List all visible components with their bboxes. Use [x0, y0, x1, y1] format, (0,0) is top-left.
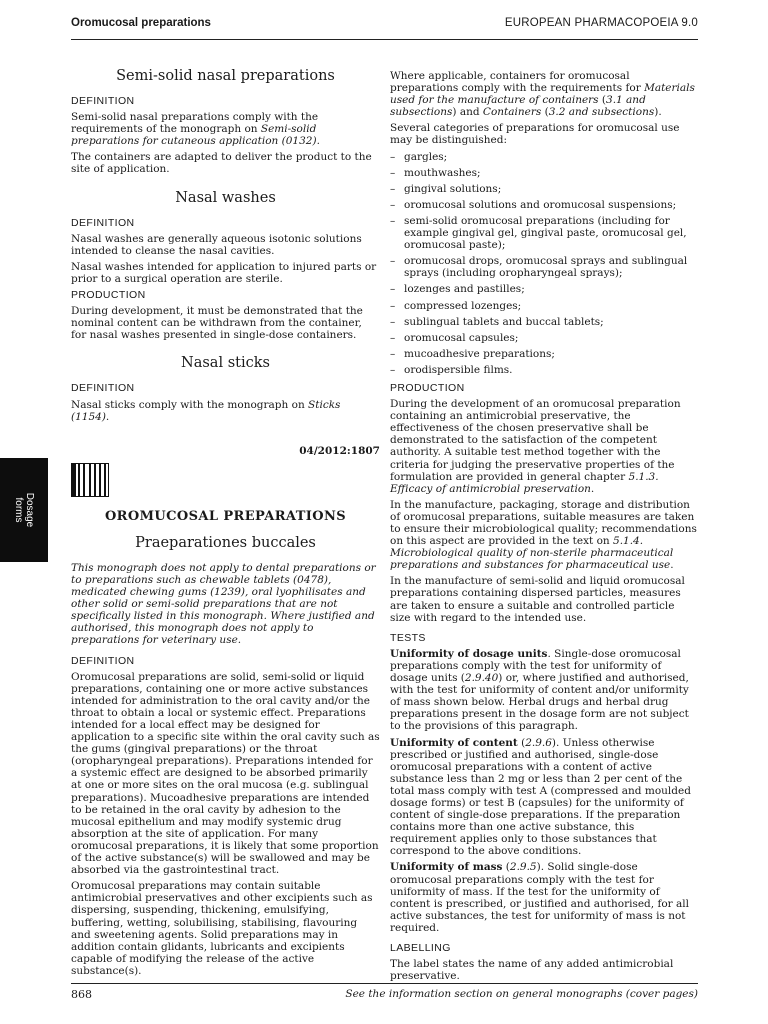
definition-label: DEFINITION — [71, 382, 135, 395]
cross-reference: Semi-solid preparations for cutaneous application (0132) — [71, 123, 317, 148]
paragraph: Nasal washes are generally aqueous isotonic solutions intended to cleanse the nasal cavities. — [71, 232, 362, 257]
list-item: – gargles; — [390, 151, 698, 163]
page-number: 868 — [71, 988, 92, 1001]
cross-reference: 2.9.6 — [525, 736, 552, 749]
cross-reference: 5.1.3. Efficacy of antimicrobial preservation — [390, 470, 659, 495]
paragraph: In the manufacture of semi-solid and liquid oromucosal preparations containing dispersed particles, measures are taken to ensure a suitable and controlled particle size with regard to the intended use. — [390, 575, 685, 624]
cross-reference: 2.9.5 — [509, 861, 537, 874]
cross-reference: Containers — [482, 106, 542, 119]
production-label: PRODUCTION — [390, 381, 465, 394]
monograph-code-row — [71, 445, 380, 457]
footer-rule — [71, 983, 698, 984]
running-header-publication: EUROPEAN PHARMACOPOEIA 9.0 — [504, 17, 698, 29]
side-thumb-tab-line2: forms — [13, 497, 24, 523]
list-item: – oromucosal capsules; — [390, 332, 698, 344]
cross-reference: 3.2 and subsections — [548, 106, 655, 119]
paragraph: Several categories of preparations for oromucosal use may be distinguished: — [390, 122, 680, 147]
definition-label: DEFINITION — [71, 216, 135, 229]
right-column — [390, 70, 698, 986]
list-item: – orodispersible films. — [390, 364, 698, 376]
side-thumb-tab — [0, 458, 48, 562]
cross-reference: 2.9.40 — [464, 672, 499, 685]
list-item: – semi-solid oromucosal preparations (including for example gingival gel, gingival paste, oromucosal gel, oromucosal paste); — [390, 215, 698, 251]
paragraph: Nasal washes intended for application to injured parts or prior to a surgical operation are sterile. — [71, 260, 377, 285]
section-nasal-sticks — [71, 355, 380, 422]
cross-reference: 5.1.4. Microbiological quality of non-sterile pharmaceutical preparations and substances for pharmaceutical use — [390, 535, 674, 572]
paragraph-uniformity-mass: Uniformity of mass (2.9.5). Solid single-dose oromucosal preparations comply with the test for uniformity of mass. If the test for the uniformity of content is prescribed, or justified and authorised, for all active substances, the test for uniformity of mass is not required. — [390, 861, 689, 934]
cross-reference: Materials used for the manufacture of containers — [390, 82, 695, 107]
left-column — [71, 64, 380, 981]
paragraph: In the manufacture, packaging, storage and distribution of oromucosal preparations, suitable measures are taken to ensure their microbiological quality; recommendations on this aspect are provided in the text on 5.1.4. Microbiological quality of non-sterile pharmaceutical preparations and substances for pharmaceutical use. — [390, 498, 697, 572]
running-header-section: Oromucosal preparations — [71, 17, 211, 29]
paragraph-uniformity-units: Uniformity of dosage units. Single-dose oromucosal preparations comply with the test for uniformity of dosage units (2.9.40) or, where justified and authorised, with the test for uniformity of content and/or uniformity of mass shown below. Herbal drugs and herbal drug preparations present in the dosage form are not subject to the provisions of this paragraph. — [390, 647, 689, 733]
section-nasal-washes — [71, 190, 380, 342]
scope-note: This monograph does not apply to dental preparations or to preparations such as chewable tablets (0478), medicated chewing gums (1239), oral lyophilisates and other solid or semi-solid preparations that are not specifically listed in this monograph. Where justified and authorised, this monograph does not apply to preparations for veterinary use. — [71, 561, 376, 647]
paragraph: During development, it must be demonstrated that the nominal content can be withdrawn from the container, for nasal washes presented in single-dose containers. — [71, 305, 363, 342]
definition-label: DEFINITION — [71, 654, 135, 667]
paragraph: Oromucosal preparations are solid, semi-solid or liquid preparations, containing one or more active substances intended for administration to the oral cavity and/or the throat to obtain a local or systemic effect. Preparations intended for a local effect may be designed for application to a specific site within the oral cavity such as the gums (gingival preparations) or the throat (oropharyngeal preparations). Preparations intended for a systemic effect are designed to be absorbed primarily at one or more sites on the oral mucosa (e.g. sublingual preparations). Mucoadhesive preparations are intended to be retained in the oral cavity by adhesion to the mucosal epithelium and may modify systemic drug absorption at the site of application. For many oromucosal preparations, it is likely that some proportion of the active substance(s) will be swallowed and may be absorbed via the gastrointestinal tract. — [71, 670, 380, 877]
monograph-title: OROMUCOSAL PREPARATIONS — [104, 508, 347, 524]
list-item: – sublingual tablets and buccal tablets; — [390, 316, 698, 328]
paragraph: The containers are adapted to deliver the product to the site of application. — [71, 151, 372, 176]
paragraph: The label states the name of any added antimicrobial preservative. — [390, 958, 674, 983]
paragraph: Semi-solid nasal preparations comply with the requirements of the monograph on Semi-solid preparations for cutaneous application (0132). — [71, 111, 320, 148]
side-thumb-tab-line1: Dosage — [24, 492, 35, 528]
side-thumb-tab-label — [13, 493, 35, 527]
list-item: – mucoadhesive preparations; — [390, 348, 698, 360]
qr-code-icon — [71, 463, 109, 497]
cross-reference: 3.1 and subsections — [390, 94, 646, 119]
labelling-label: LABELLING — [390, 942, 451, 954]
section-semi-solid-nasal — [71, 68, 380, 176]
monograph-latin-title: Praeparationes buccales — [135, 534, 316, 551]
list-item: – compressed lozenges; — [390, 300, 698, 312]
list-item: – mouthwashes; — [390, 167, 698, 179]
paragraph-uniformity-content: Uniformity of content (2.9.6). Unless otherwise prescribed or justified and authorised, single-dose oromucosal preparations with a content of active substance less than 2 mg or less than 2 per cent of the total mass comply with test A (compressed and moulded dosage forms) or test B (capsules) for the uniformity of content of single-dose preparations. If the preparation contains more than one active substance, this requirement applies only to those substances that correspond to the above conditions. — [390, 736, 691, 858]
definition-label: DEFINITION — [71, 95, 135, 107]
list-item: – oromucosal solutions and oromucosal suspensions; — [390, 199, 698, 211]
cross-reference: Sticks (1154) — [71, 398, 341, 423]
paragraph: Where applicable, containers for oromucosal preparations comply with the requirements for Materials used for the manufacture of containers (3.1 and subsections) and Containers (3.2 and subsections). — [390, 70, 695, 119]
paragraph: During the development of an oromucosal preparation containing an antimicrobial preservative, the effectiveness of the chosen preservative shall be demonstrated to the satisfaction of the competent authority. A suitable test method together with the criteria for judging the preservative properties of the formulation are provided in general chapter 5.1.3. Efficacy of antimicrobial preservation. — [390, 398, 681, 495]
list-item: – gingival solutions; — [390, 183, 698, 195]
list-item: – oromucosal drops, oromucosal sprays and sublingual sprays (including oropharyngeal sprays); — [390, 255, 698, 279]
categories-list — [390, 151, 698, 376]
paragraph: Oromucosal preparations may contain suitable antimicrobial preservatives and other excipients such as dispersing, suspending, thickening, emulsifying, buffering, wetting, solubilising, stabilising, flavouring and sweetening agents. Solid preparations may in addition contain glidants, lubricants and excipients capable of modifying the release of the active substance(s). — [71, 880, 373, 977]
heading-nasal-washes: Nasal washes — [175, 189, 276, 206]
monograph-code: 04/2012:1807 — [299, 444, 380, 457]
header-rule — [71, 39, 698, 40]
production-label: PRODUCTION — [71, 289, 146, 302]
tests-label: TESTS — [390, 631, 426, 644]
section-oromucosal — [71, 508, 380, 977]
heading-semi-solid-nasal: Semi-solid nasal preparations — [116, 68, 335, 84]
paragraph: Nasal sticks comply with the monograph on Sticks (1154). — [71, 398, 341, 423]
footer-note: See the information section on general monographs (cover pages) — [345, 988, 698, 1000]
list-item: – lozenges and pastilles; — [390, 283, 698, 295]
heading-nasal-sticks: Nasal sticks — [181, 355, 270, 372]
